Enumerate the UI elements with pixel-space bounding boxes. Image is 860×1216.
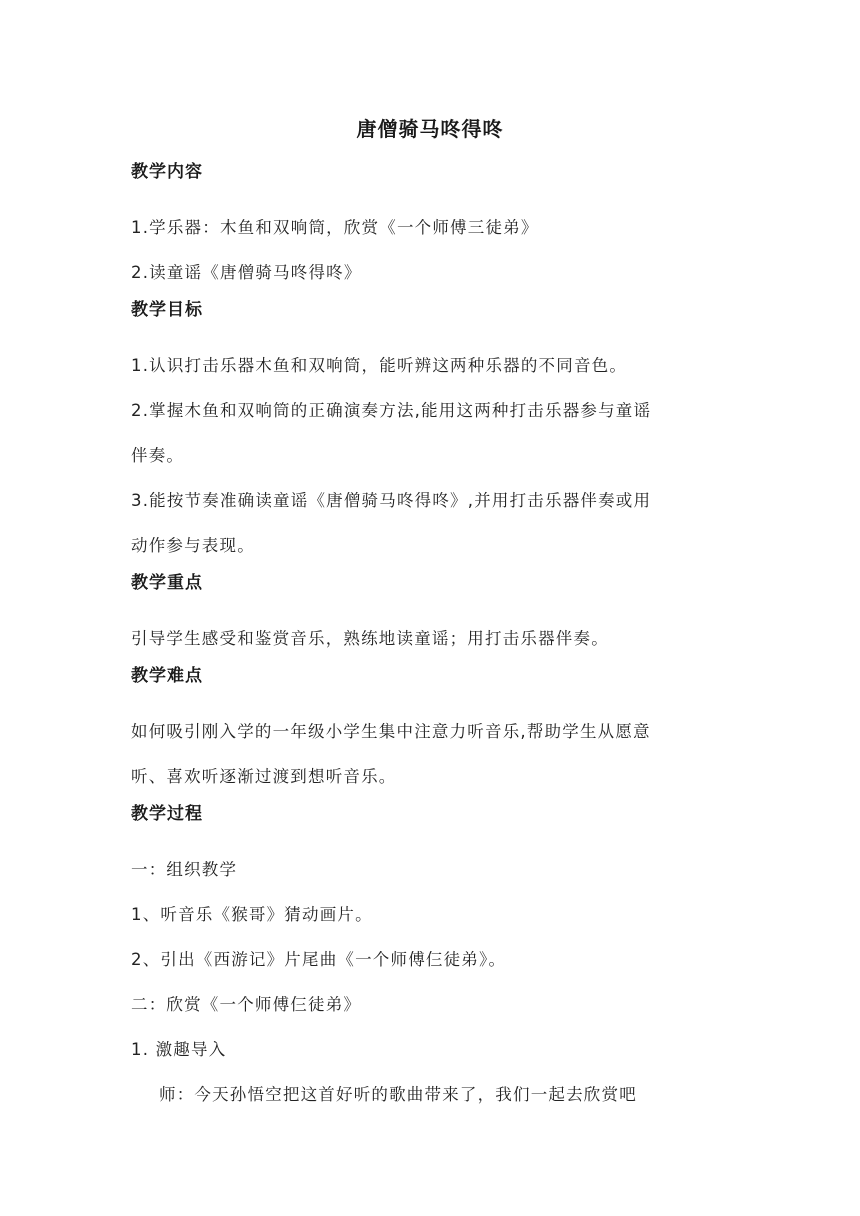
- paragraph: 如何吸引刚入学的一年级小学生集中注意力听音乐,帮助学生从愿意: [131, 722, 651, 741]
- paragraph: 听、喜欢听逐渐过渡到想听音乐。: [131, 767, 397, 786]
- section-heading-content: 教学内容: [131, 162, 203, 182]
- document-title: 唐僧骑马咚得咚: [356, 117, 504, 141]
- section-heading-difficulties: 教学难点: [131, 666, 203, 686]
- paragraph: 2.读童谣《唐僧骑马咚得咚》: [131, 263, 362, 282]
- paragraph: 1. 激趣导入: [131, 1040, 227, 1059]
- paragraph: 伴奏。: [131, 446, 185, 465]
- paragraph: 1、听音乐《猴哥》猜动画片。: [131, 905, 373, 924]
- paragraph: 二：欣赏《一个师傅仨徒弟》: [131, 995, 362, 1014]
- paragraph: 2、引出《西游记》片尾曲《一个师傅仨徒弟》。: [131, 950, 507, 969]
- paragraph: 师：今天孙悟空把这首好听的歌曲带来了，我们一起去欣赏吧: [159, 1085, 637, 1104]
- section-heading-key-points: 教学重点: [131, 573, 203, 593]
- paragraph: 动作参与表现。: [131, 536, 255, 555]
- paragraph: 1.学乐器：木鱼和双响筒，欣赏《一个师傅三徒弟》: [131, 218, 539, 237]
- section-heading-process: 教学过程: [131, 804, 203, 824]
- document-body: [131, 160, 731, 1117]
- paragraph: 3.能按节奏准确读童谣《唐僧骑马咚得咚》,并用打击乐器伴奏或用: [131, 491, 652, 510]
- paragraph: 1.认识打击乐器木鱼和双响筒，能听辨这两种乐器的不同音色。: [131, 356, 628, 375]
- paragraph: 引导学生感受和鉴赏音乐，熟练地读童谣；用打击乐器伴奏。: [131, 629, 609, 648]
- paragraph: 2.掌握木鱼和双响筒的正确演奏方法,能用这两种打击乐器参与童谣: [131, 401, 652, 420]
- paragraph: 一：组织教学: [131, 860, 238, 879]
- section-heading-goals: 教学目标: [131, 300, 203, 320]
